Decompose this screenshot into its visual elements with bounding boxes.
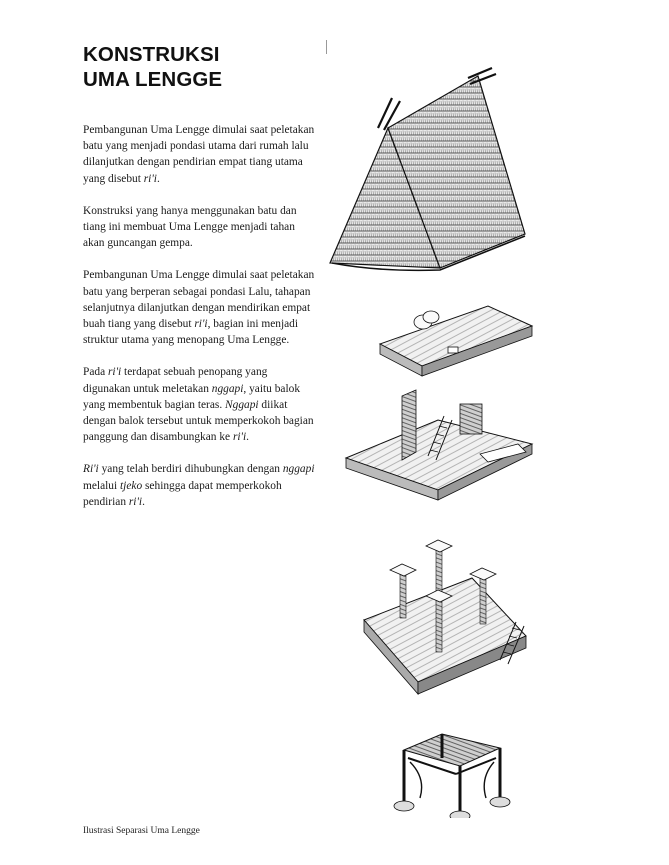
title-line-1: KONSTRUKSI bbox=[83, 43, 220, 66]
illustration-caption: Ilustrasi Separasi Uma Lengge bbox=[83, 826, 200, 836]
page-title bbox=[83, 42, 222, 92]
paragraph-text: . bbox=[142, 495, 145, 508]
divider-mark bbox=[326, 40, 327, 54]
italic-term: ri'i bbox=[232, 431, 247, 444]
paragraph-text: sehingga dapat memperkokoh pendirian bbox=[83, 479, 282, 508]
paragraph-5 bbox=[83, 461, 315, 510]
paragraph-text: . bbox=[246, 431, 250, 444]
italic-term: ri'i bbox=[128, 495, 143, 508]
foundation-frame-drawing bbox=[394, 734, 510, 818]
paragraph-2 bbox=[83, 203, 315, 252]
posts-platform-drawing bbox=[364, 540, 526, 694]
italic-term: Ri'i bbox=[83, 463, 99, 476]
italic-term: nggapi bbox=[282, 463, 315, 476]
paragraph-text: diikat dengan balok tersebut untuk memperkokoh bagian panggung dan disambungkan ke bbox=[83, 398, 314, 444]
paragraph-text: Konstruksi yang hanya menggunakan batu dan tiang ini membuat Uma Lengge menjadi tahan akan guncangan gempa. bbox=[83, 204, 297, 250]
stage-deck-drawing bbox=[346, 390, 532, 500]
paragraph-text: Pada bbox=[83, 366, 108, 379]
paragraph-4 bbox=[83, 364, 315, 445]
body-text bbox=[83, 122, 315, 526]
italic-term: tjeko bbox=[120, 479, 143, 492]
paragraph-text: , bagian ini menjadi struktur utama yang menopang Uma Lengge. bbox=[83, 318, 299, 347]
exploded-house-illustration bbox=[320, 58, 540, 818]
italic-term: ri'i bbox=[143, 172, 157, 185]
paragraph-text: . bbox=[156, 172, 160, 185]
paragraph-text: Pembangunan Uma Lengge dimulai saat peletakan batu yang berperan sebagai pondasi Lalu, tahapan selanjutnya dilanjutkan dengan mendirikan empat buah tiang yang disebut bbox=[83, 269, 315, 331]
floor-platform-drawing bbox=[380, 306, 532, 376]
italic-term: nggapi bbox=[211, 382, 244, 395]
italic-term: ri'i bbox=[194, 318, 208, 331]
paragraph-3 bbox=[83, 267, 315, 348]
paragraph-text: , yaitu balok yang membentuk bagian teras. bbox=[83, 382, 301, 411]
paragraph-text: yang telah berdiri dihubungkan dengan bbox=[98, 463, 283, 476]
thatched-roof-drawing bbox=[330, 68, 525, 270]
italic-term: Nggapi bbox=[225, 398, 259, 411]
paragraph-text: Pembangunan Uma Lengge dimulai saat peletakan batu yang menjadi pondasi utama dari rumah lalu dilanjutkan dengan pendirian empat tiang utama yang disebut bbox=[83, 124, 315, 185]
italic-term: ri'i bbox=[108, 366, 122, 379]
paragraph-text: terdapat sebuah penopang yang digunakan untuk meletakan bbox=[83, 366, 268, 395]
paragraph-text: melalui bbox=[83, 479, 121, 492]
title-line-2: UMA LENGGE bbox=[83, 68, 223, 91]
paragraph-1 bbox=[83, 122, 315, 187]
